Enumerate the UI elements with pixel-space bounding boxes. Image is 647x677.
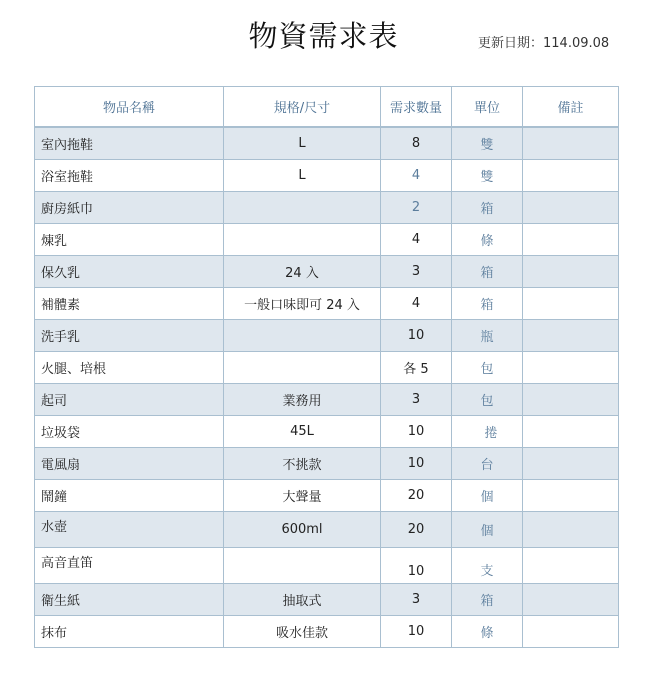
item-spec: 45L: [224, 416, 381, 448]
header-item-name: 物品名稱: [35, 87, 224, 128]
item-name: 浴室拖鞋: [35, 160, 224, 192]
item-note: [523, 320, 619, 352]
item-note: [523, 352, 619, 384]
item-spec: 600ml: [224, 512, 381, 548]
item-unit: 包: [452, 352, 523, 384]
table-row: [35, 480, 619, 512]
item-note: [523, 256, 619, 288]
item-quantity: 10: [381, 548, 452, 584]
table-row: [35, 548, 619, 584]
item-name: 補體素: [35, 288, 224, 320]
item-spec: 大聲量: [224, 480, 381, 512]
item-spec: 不挑款: [224, 448, 381, 480]
table-row: [35, 584, 619, 616]
item-unit: 箱: [452, 584, 523, 616]
table-row: [35, 416, 619, 448]
item-note: [523, 480, 619, 512]
item-name: 洗手乳: [35, 320, 224, 352]
item-spec: [224, 224, 381, 256]
item-name: 衛生紙: [35, 584, 224, 616]
item-name: 高音直笛: [35, 548, 224, 584]
item-name: 電風扇: [35, 448, 224, 480]
item-name: 垃圾袋: [35, 416, 224, 448]
item-note: [523, 416, 619, 448]
item-unit: 條: [452, 616, 523, 648]
item-spec: 一般口味即可 24 入: [224, 288, 381, 320]
item-quantity: 20: [381, 480, 452, 512]
item-unit: 台: [452, 448, 523, 480]
item-note: [523, 224, 619, 256]
item-quantity: 20: [381, 512, 452, 548]
table-row: [35, 160, 619, 192]
item-quantity: 3: [381, 256, 452, 288]
item-name: 水壺: [35, 512, 224, 548]
item-unit: 箱: [452, 256, 523, 288]
table-header-row: [35, 87, 619, 128]
item-quantity: 3: [381, 384, 452, 416]
table-row: [35, 320, 619, 352]
item-spec: 抽取式: [224, 584, 381, 616]
item-name: 廚房紙巾: [35, 192, 224, 224]
item-name: 起司: [35, 384, 224, 416]
item-unit: 捲: [452, 416, 523, 448]
item-note: [523, 548, 619, 584]
update-date: 更新日期：114.09.08: [478, 36, 610, 51]
item-spec: [224, 320, 381, 352]
item-name: 煉乳: [35, 224, 224, 256]
item-quantity: 10: [381, 448, 452, 480]
item-spec: [224, 548, 381, 584]
item-note: [523, 192, 619, 224]
item-quantity: 2: [381, 192, 452, 224]
item-quantity: 10: [381, 416, 452, 448]
table-row: [35, 616, 619, 648]
table-row: [35, 512, 619, 548]
item-unit: 箱: [452, 288, 523, 320]
item-quantity: 3: [381, 584, 452, 616]
item-unit: 瓶: [452, 320, 523, 352]
item-name: 火腿、培根: [35, 352, 224, 384]
item-spec: 吸水佳款: [224, 616, 381, 648]
item-spec: [224, 352, 381, 384]
table-row: [35, 192, 619, 224]
header-spec: 規格/尺寸: [224, 87, 381, 128]
supply-table: [34, 86, 619, 648]
item-unit: 條: [452, 224, 523, 256]
item-spec: [224, 192, 381, 224]
item-note: [523, 584, 619, 616]
table-row: [35, 352, 619, 384]
item-name: 保久乳: [35, 256, 224, 288]
item-quantity: 4: [381, 160, 452, 192]
table-row: [35, 448, 619, 480]
item-name: 抹布: [35, 616, 224, 648]
item-unit: 雙: [452, 127, 523, 160]
item-spec: 業務用: [224, 384, 381, 416]
item-quantity: 8: [381, 127, 452, 160]
item-spec: L: [224, 127, 381, 160]
item-note: [523, 288, 619, 320]
table-row: [35, 127, 619, 160]
header-quantity: 需求數量: [381, 87, 452, 128]
item-unit: 包: [452, 384, 523, 416]
item-note: [523, 384, 619, 416]
item-note: [523, 512, 619, 548]
item-spec: 24 入: [224, 256, 381, 288]
item-quantity: 各 5: [381, 352, 452, 384]
page-title: 物資需求表: [248, 19, 399, 53]
item-name: 室內拖鞋: [35, 127, 224, 160]
item-unit: 個: [452, 480, 523, 512]
item-quantity: 4: [381, 224, 452, 256]
item-unit: 個: [452, 512, 523, 548]
item-quantity: 10: [381, 616, 452, 648]
header-note: 備註: [523, 87, 619, 128]
item-note: [523, 160, 619, 192]
item-note: [523, 448, 619, 480]
item-unit: 支: [452, 548, 523, 584]
header-unit: 單位: [452, 87, 523, 128]
item-spec: L: [224, 160, 381, 192]
table-row: [35, 224, 619, 256]
item-note: [523, 616, 619, 648]
item-unit: 箱: [452, 192, 523, 224]
item-quantity: 4: [381, 288, 452, 320]
item-note: [523, 127, 619, 160]
table-row: [35, 384, 619, 416]
item-unit: 雙: [452, 160, 523, 192]
item-name: 鬧鐘: [35, 480, 224, 512]
table-row: [35, 288, 619, 320]
item-quantity: 10: [381, 320, 452, 352]
table-row: [35, 256, 619, 288]
